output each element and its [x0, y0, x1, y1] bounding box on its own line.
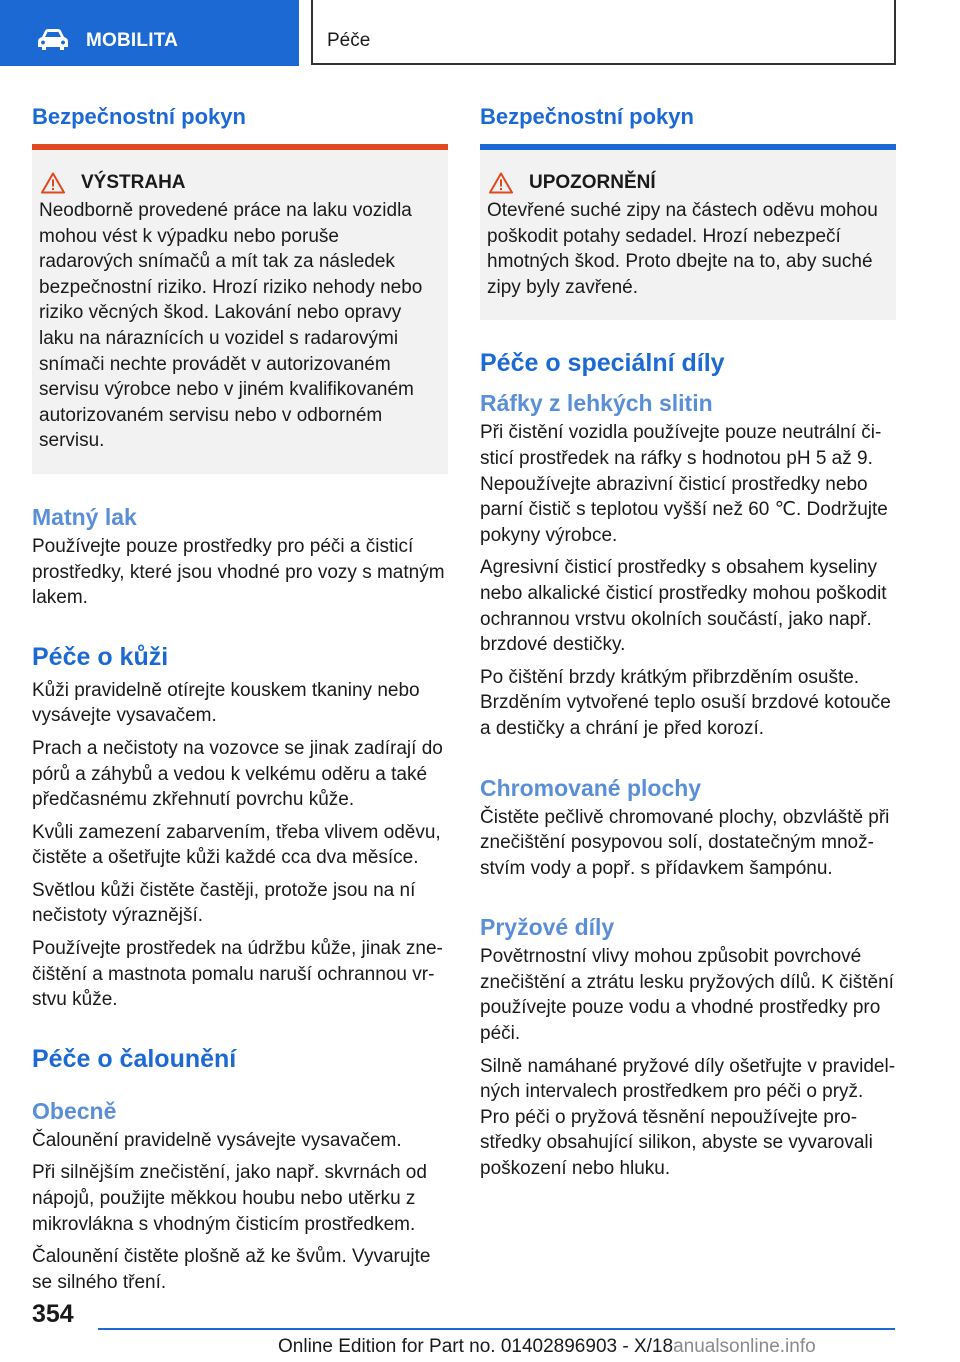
warning-header	[39, 172, 438, 194]
caution-label: UPOZORNĚNÍ	[529, 172, 656, 193]
general-heading: Obecně	[32, 1097, 117, 1124]
caution-header	[487, 172, 886, 194]
paragraph: Čistěte pečlivě chromované plochy, obzvláště při znečištění posypovou solí, dostatečným množstvím vody a popř. s přídavkem šampónu.	[480, 806, 890, 879]
section-title: Péče	[327, 30, 371, 51]
watermark: anualsonline.info	[673, 1336, 816, 1357]
paragraph: Světlou kůži čistěte častěji, protože jsou na ní nečistoty výraznější.	[32, 879, 416, 927]
caution-box	[480, 144, 896, 320]
chrome-surfaces-heading: Chromované plochy	[480, 774, 702, 801]
footer-divider	[98, 1328, 895, 1330]
warning-text: Neodborně provedené práce na laku vozidla mohou vést k výpadku nebo poruše radarových snímačů a mít tak za následek bezpečnostní riziko. Hrozí riziko nehody nebo riziko věcných škod. Lakování nebo opravy laku na náraznících u vozidel s radarovými snímači nechte provádět v autorizovaném servisu výrobce nebo v jiném kvalifikovaném autorizovaném servisu nebo v odborném servisu.	[39, 200, 423, 452]
matte-paint-heading: Matný lak	[32, 503, 137, 530]
caution-text: Otevřené suché zipy na částech oděvu mohou poškodit potahy sedadel. Hrozí nebezpečí hmotných škod. Proto dbejte na to, aby suché zipy byly zavřené.	[487, 200, 878, 298]
paragraph: Kůži pravidelně otírejte kouskem tkaniny nebo vysávejte vysavačem.	[32, 679, 420, 727]
paragraph: Při čistění vozidla používejte pouze neutrální čisticí prostředek na ráfky s hodnotou pH 5 až 9. Nepoužívejte abrazivní čisticí prostředky nebo parní čistič s teplotou vyšší než 60 ℃. Dodržujte pokyny výrobce.	[480, 422, 888, 546]
rubber-parts-heading: Pryžové díly	[480, 914, 615, 941]
paragraph: Kvůli zamezení zabarvením, třeba vlivem oděvu, čistěte a ošetřujte kůži každé cca dva měsíce.	[32, 821, 441, 869]
chapter-title: MOBILITA	[86, 30, 179, 51]
car-icon	[36, 28, 70, 52]
warning-label: VÝSTRAHA	[81, 172, 186, 193]
paragraph: Při silnějším znečistění, jako např. skvrnách od nápojů, použijte měkkou houbu nebo utěrku z mikrovlákna s vhodným čisticím prostředkem.	[32, 1162, 427, 1235]
safety-note-title: Bezpečnostní pokyn	[32, 104, 246, 129]
paragraph: Povětrnostní vlivy mohou způsobit povrchové znečištění a ztrátu lesku pryžových dílů. K čištění používejte pouze vodu a vhodné prostředky pro péči.	[480, 946, 894, 1045]
page-header	[0, 0, 960, 66]
alloy-rims-heading: Ráfky z lehkých slitin	[480, 390, 713, 417]
leather-care-heading: Péče o kůži	[32, 642, 169, 671]
paragraph: Čalounění čistěte plošně až ke švům. Vyvarujte se silného tření.	[32, 1246, 431, 1293]
edition-text: Online Edition for Part no. 01402896903 - X/18	[278, 1336, 674, 1357]
chapter-tab	[0, 0, 299, 66]
upholstery-care-heading: Péče o čalounění	[32, 1044, 237, 1073]
paragraph: Čalounění pravidelně vysávejte vysavačem.	[32, 1129, 402, 1151]
paragraph: Silně namáhané pryžové díly ošetřujte v pravidelných intervalech prostředkem pro péči o pryž. Pro péči o pryžová těsnění nepoužívejte prostředky obsahující silikon, abyste se vyvarovali poškození nebo hluku.	[480, 1055, 896, 1180]
paragraph: Agresivní čisticí prostředky s obsahem kyseliny nebo alkalické čisticí prostředky mohou poškodit ochrannou vrstvu okolních součástí, jako např. brzdové destičky.	[480, 557, 887, 656]
paragraph: Prach a nečistoty na vozovce se jinak zadírají do pórů a záhybů a vedou k velkému oděru a také předčasnému zkřehnutí povrchu kůže.	[32, 737, 443, 811]
left-column	[32, 100, 448, 1302]
matte-paint-text: Používejte pouze prostředky pro péči a čisticí prostředky, které jsou vhodné pro vozy s matným lakem.	[32, 535, 445, 609]
page-number: 354	[32, 1300, 74, 1328]
edition-footer	[278, 1336, 816, 1358]
paragraph: Používejte prostředek na údržbu kůže, jinak znečištění a mastnota pomalu naruší ochrannou vrstvu kůže.	[32, 938, 443, 1011]
safety-note-title: Bezpečnostní pokyn	[480, 104, 694, 129]
special-parts-heading: Péče o speciální díly	[480, 349, 725, 378]
section-box	[311, 0, 896, 65]
warning-triangle-icon	[41, 172, 65, 194]
paragraph: Po čištění brzdy krátkým přibrzděním osušte. Brzděním vytvořené teplo osuší brzdové kotouče a destičky a chrání je před korozí.	[480, 666, 891, 739]
warning-box	[32, 144, 448, 474]
right-column	[480, 100, 896, 1189]
warning-triangle-icon	[489, 172, 513, 194]
